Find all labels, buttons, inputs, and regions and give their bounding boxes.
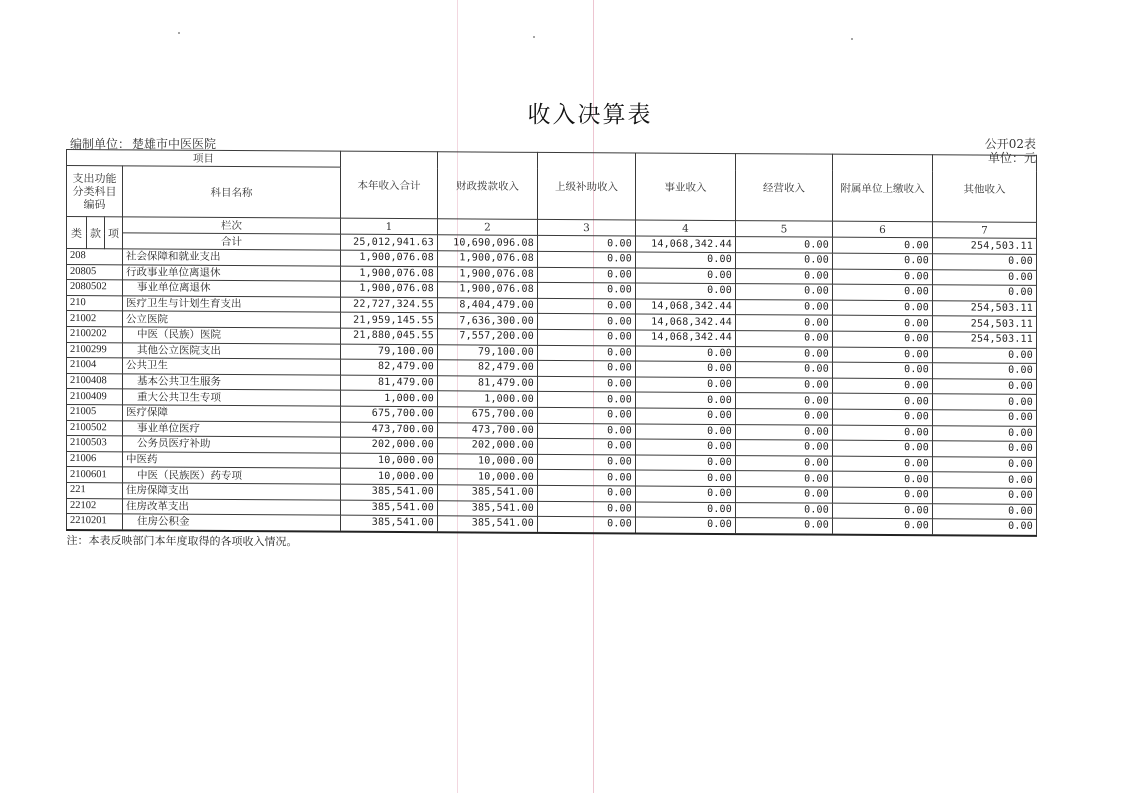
xiang-header: 项 [105, 217, 123, 249]
org-value: 楚雄市中医医院 [132, 137, 217, 151]
row-code: 20805 [67, 264, 123, 280]
row-value: 0.00 [833, 347, 933, 363]
row-code: 2080502 [67, 280, 123, 296]
row-value: 10,000.00 [341, 453, 438, 469]
row-value: 0.00 [933, 457, 1037, 473]
row-code: 21004 [67, 358, 123, 374]
row-value: 10,000.00 [438, 469, 538, 485]
item-group-header: 项目 [67, 150, 341, 168]
col-header-6: 附属单位上缴收入 [833, 154, 933, 222]
total-cell: 0.00 [736, 237, 833, 254]
row-name: 公共卫生 [123, 358, 341, 375]
row-value: 0.00 [636, 501, 736, 517]
row-value: 1,900,076.08 [341, 266, 438, 282]
row-value: 385,541.00 [341, 484, 438, 500]
row-value: 385,541.00 [438, 485, 538, 501]
row-value: 0.00 [538, 314, 636, 330]
row-value: 7,557,200.00 [438, 329, 538, 345]
row-value: 0.00 [833, 409, 933, 425]
col-no-3: 3 [538, 219, 636, 236]
row-value: 82,479.00 [438, 360, 538, 376]
row-value: 0.00 [933, 269, 1037, 285]
row-value: 0.00 [636, 392, 736, 408]
row-value: 385,541.00 [438, 500, 538, 516]
row-value: 0.00 [933, 379, 1037, 395]
row-value: 0.00 [736, 362, 833, 378]
total-cell: 0.00 [538, 235, 636, 252]
row-value: 0.00 [833, 518, 933, 535]
row-value: 254,503.11 [933, 316, 1037, 332]
row-value: 385,541.00 [341, 500, 438, 516]
row-code: 208 [67, 249, 123, 265]
row-code: 2100299 [67, 342, 123, 358]
row-value: 1,900,076.08 [341, 281, 438, 297]
columns-label: 栏次 [123, 217, 341, 234]
row-name: 重大公共卫生专项 [123, 389, 341, 406]
row-value: 0.00 [538, 407, 636, 423]
row-value: 22,727,324.55 [341, 297, 438, 313]
row-value: 385,541.00 [438, 516, 538, 533]
row-value: 0.00 [933, 425, 1037, 441]
row-value: 0.00 [636, 283, 736, 299]
row-value: 0.00 [538, 439, 636, 455]
func-code-header: 支出功能分类科目编码 [67, 166, 123, 217]
total-cell: 14,068,342.44 [636, 236, 736, 253]
row-code: 22102 [67, 498, 123, 514]
row-code: 2210201 [67, 514, 123, 530]
row-value: 0.00 [833, 253, 933, 269]
row-value: 0.00 [833, 300, 933, 316]
row-name: 住房改革支出 [123, 498, 341, 515]
row-value: 0.00 [538, 470, 636, 486]
row-value: 0.00 [538, 516, 636, 533]
row-value: 0.00 [736, 471, 833, 487]
row-value: 473,700.00 [438, 422, 538, 438]
row-value: 0.00 [833, 440, 933, 456]
row-value: 0.00 [538, 501, 636, 517]
row-value: 1,900,076.08 [438, 266, 538, 282]
row-value: 0.00 [538, 376, 636, 392]
table-note: 注：本表反映部门本年度取得的各项收入情况。 [67, 530, 1037, 555]
col-no-2: 2 [438, 219, 538, 236]
table-body [67, 249, 1037, 536]
row-code: 2100408 [67, 373, 123, 389]
row-value: 1,000.00 [341, 391, 438, 407]
row-value: 254,503.11 [933, 301, 1037, 317]
row-name: 医疗卫生与计划生育支出 [123, 296, 341, 313]
row-value: 0.00 [833, 269, 933, 285]
table-header [67, 150, 1037, 255]
row-value: 0.00 [636, 470, 736, 486]
row-name: 基本公共卫生服务 [123, 374, 341, 391]
table-code: 公开02表 [984, 137, 1036, 151]
row-value: 1,900,076.08 [438, 282, 538, 298]
row-value: 79,100.00 [438, 344, 538, 360]
col-header-5: 经营收入 [736, 154, 833, 222]
row-value: 0.00 [933, 441, 1037, 457]
row-name: 中医药 [123, 452, 341, 469]
row-name: 住房保障支出 [123, 483, 341, 500]
row-code: 2100502 [67, 420, 123, 436]
total-label: 合计 [123, 233, 341, 250]
row-value: 79,100.00 [341, 344, 438, 360]
row-code: 2100202 [67, 326, 123, 342]
org-label: 编制单位： [70, 137, 131, 151]
row-value: 0.00 [736, 253, 833, 269]
page-title: 收入决算表 [527, 102, 653, 128]
row-value: 0.00 [736, 284, 833, 300]
row-value: 0.00 [833, 378, 933, 394]
unit-label: 单位：元 [987, 151, 1036, 165]
row-name: 医疗保障 [123, 405, 341, 422]
row-name: 住房公积金 [123, 514, 341, 531]
row-code: 2100409 [67, 389, 123, 405]
row-value: 0.00 [636, 517, 736, 534]
row-name: 社会保障和就业支出 [123, 249, 341, 266]
row-value: 8,404,479.00 [438, 298, 538, 314]
col-no-4: 4 [636, 220, 736, 237]
row-value: 82,479.00 [341, 359, 438, 375]
row-value: 473,700.00 [341, 422, 438, 438]
row-value: 14,068,342.44 [636, 330, 736, 346]
row-value: 0.00 [833, 425, 933, 441]
row-value: 0.00 [636, 424, 736, 440]
row-value: 0.00 [933, 394, 1037, 410]
col-header-1: 本年收入合计 [341, 151, 438, 219]
row-code: 2100601 [67, 467, 123, 483]
income-table [66, 149, 1037, 555]
col-header-4: 事业收入 [636, 153, 736, 221]
row-value: 0.00 [736, 440, 833, 456]
row-value: 0.00 [833, 362, 933, 378]
row-value: 0.00 [538, 392, 636, 408]
row-value: 0.00 [636, 361, 736, 377]
row-value: 675,700.00 [341, 406, 438, 422]
row-value: 0.00 [833, 503, 933, 519]
row-value: 0.00 [736, 331, 833, 347]
row-value: 0.00 [736, 393, 833, 409]
row-value: 0.00 [636, 346, 736, 362]
row-value: 7,636,300.00 [438, 313, 538, 329]
row-value: 1,900,076.08 [438, 251, 538, 267]
col-header-3: 上级补助收入 [538, 152, 636, 220]
row-value: 0.00 [538, 329, 636, 345]
row-value: 0.00 [538, 283, 636, 299]
row-value: 10,000.00 [341, 468, 438, 484]
row-value: 202,000.00 [438, 438, 538, 454]
col-no-1: 1 [341, 218, 438, 235]
row-value: 0.00 [933, 503, 1037, 519]
row-name: 行政事业单位离退休 [123, 264, 341, 281]
row-value: 0.00 [933, 472, 1037, 488]
row-value: 0.00 [933, 410, 1037, 426]
row-value: 0.00 [538, 298, 636, 314]
row-value: 0.00 [538, 485, 636, 501]
row-value: 0.00 [833, 316, 933, 332]
row-value: 0.00 [736, 409, 833, 425]
total-cell: 10,690,096.08 [438, 235, 538, 252]
row-value: 0.00 [636, 377, 736, 393]
row-value: 0.00 [736, 455, 833, 471]
row-code: 221 [67, 482, 123, 498]
row-value: 0.00 [833, 456, 933, 472]
row-name: 事业单位医疗 [123, 420, 341, 437]
row-value: 0.00 [736, 299, 833, 315]
row-name: 其他公立医院支出 [123, 342, 341, 359]
row-value: 81,479.00 [341, 375, 438, 391]
row-value: 0.00 [736, 502, 833, 518]
row-value: 14,068,342.44 [636, 314, 736, 330]
row-value: 0.00 [736, 315, 833, 331]
row-name: 事业单位离退休 [123, 280, 341, 297]
row-name: 中医（民族医）药专项 [123, 467, 341, 484]
row-value: 0.00 [933, 285, 1037, 301]
row-value: 0.00 [736, 346, 833, 362]
row-code: 21002 [67, 311, 123, 327]
row-value: 0.00 [636, 408, 736, 424]
row-value: 0.00 [736, 424, 833, 440]
row-value: 0.00 [833, 471, 933, 487]
row-value: 385,541.00 [341, 515, 438, 532]
cat-header: 类 [67, 217, 87, 249]
row-value: 81,479.00 [438, 376, 538, 392]
row-name: 公务员医疗补助 [123, 436, 341, 453]
row-value: 0.00 [538, 267, 636, 283]
row-value: 1,900,076.08 [341, 250, 438, 266]
row-value: 0.00 [933, 363, 1037, 379]
col-no-5: 5 [736, 221, 833, 238]
row-value: 0.00 [538, 251, 636, 267]
scan-speck [178, 32, 180, 34]
row-value: 0.00 [636, 252, 736, 268]
row-value: 0.00 [933, 254, 1037, 270]
row-value: 0.00 [933, 488, 1037, 504]
row-value: 0.00 [933, 519, 1037, 536]
col-header-2: 财政拨款收入 [438, 152, 538, 220]
col-no-6: 6 [833, 221, 933, 238]
row-value: 0.00 [736, 268, 833, 284]
total-cell: 25,012,941.63 [341, 234, 438, 251]
row-value: 0.00 [636, 439, 736, 455]
row-value: 10,000.00 [438, 453, 538, 469]
row-value: 0.00 [636, 268, 736, 284]
row-value: 0.00 [538, 454, 636, 470]
row-value: 0.00 [933, 347, 1037, 363]
row-value: 21,880,045.55 [341, 328, 438, 344]
row-value: 0.00 [736, 486, 833, 502]
row-value: 0.00 [736, 377, 833, 393]
row-value: 0.00 [636, 486, 736, 502]
row-value: 0.00 [833, 394, 933, 410]
row-code: 21005 [67, 404, 123, 420]
col-header-7: 其他收入 [933, 155, 1037, 223]
row-value: 254,503.11 [933, 332, 1037, 348]
row-value: 0.00 [833, 284, 933, 300]
row-value: 14,068,342.44 [636, 299, 736, 315]
total-cell: 254,503.11 [933, 238, 1037, 255]
row-value: 0.00 [636, 455, 736, 471]
row-value: 1,000.00 [438, 391, 538, 407]
scan-speck [851, 38, 853, 40]
row-code: 2100503 [67, 436, 123, 452]
row-value: 0.00 [736, 518, 833, 535]
row-name: 中医（民族）医院 [123, 327, 341, 344]
row-value: 0.00 [538, 361, 636, 377]
row-value: 0.00 [538, 423, 636, 439]
row-value: 0.00 [833, 487, 933, 503]
row-code: 210 [67, 295, 123, 311]
row-value: 202,000.00 [341, 437, 438, 453]
row-value: 21,959,145.55 [341, 313, 438, 329]
subject-name-header: 科目名称 [123, 166, 341, 218]
total-cell: 0.00 [833, 237, 933, 254]
row-value: 0.00 [833, 331, 933, 347]
row-value: 0.00 [538, 345, 636, 361]
row-name: 公立医院 [123, 311, 341, 328]
kuan-header: 款 [87, 217, 105, 249]
col-no-7: 7 [933, 222, 1037, 239]
row-value: 675,700.00 [438, 407, 538, 423]
row-code: 21006 [67, 451, 123, 467]
scan-speck [533, 36, 535, 38]
